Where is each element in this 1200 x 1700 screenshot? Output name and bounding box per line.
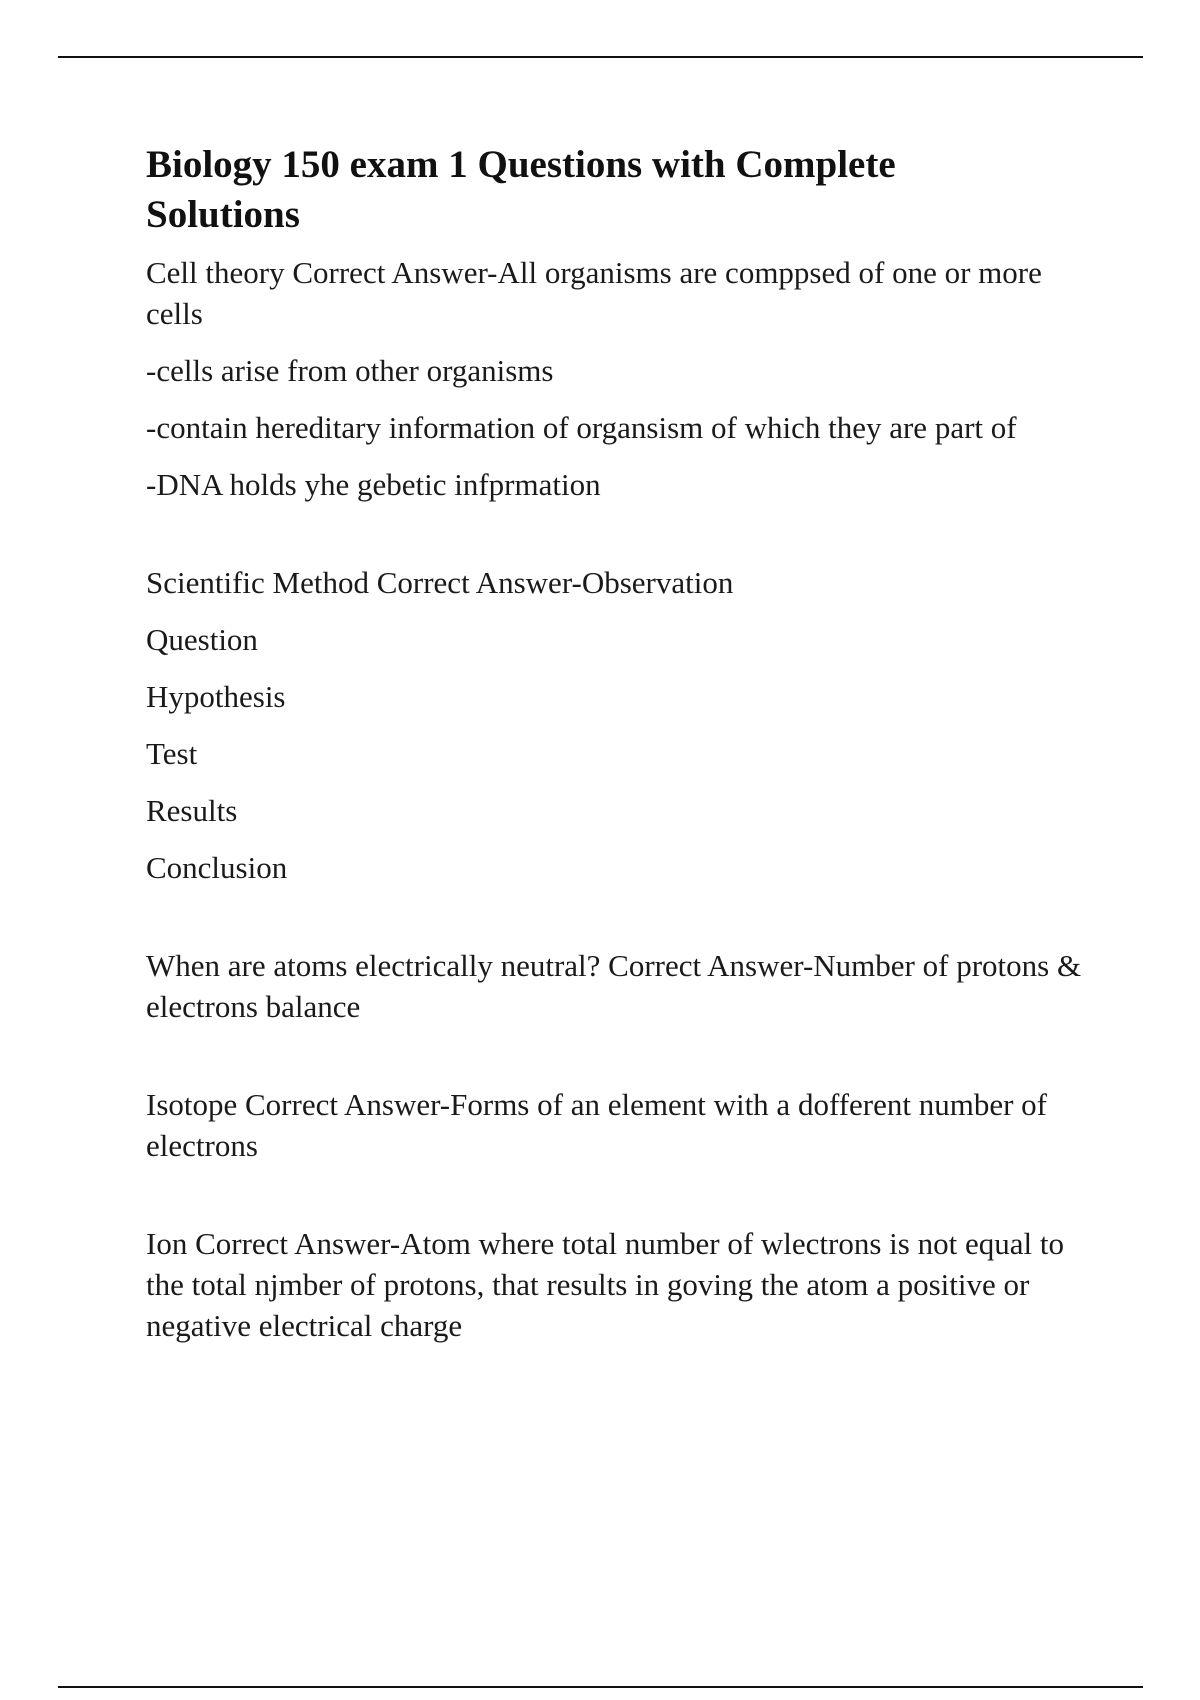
qa-block-neutral-atoms <box>146 945 1096 1027</box>
qa-block-scientific-method <box>146 562 1096 888</box>
answer-line: Scientific Method Correct Answer-Observation <box>146 565 734 600</box>
answer-line: Question <box>146 622 258 657</box>
bottom-rule <box>58 1686 1143 1688</box>
answer-line: Hypothesis <box>146 679 286 714</box>
qa-block-isotope <box>146 1084 1096 1166</box>
qa-block-ion <box>146 1223 1096 1346</box>
document-title: Biology 150 exam 1 Questions with Complete Solutions <box>146 143 896 236</box>
answer-line: -DNA holds yhe gebetic infprmation <box>146 467 601 502</box>
answer-line: -cells arise from other organisms <box>146 353 554 388</box>
answer-line: Results <box>146 793 238 828</box>
answer-line: Cell theory Correct Answer-All organisms are comppsed of one or more cells <box>146 255 1042 331</box>
answer-line: -contain hereditary information of organsism of which they are part of <box>146 410 1017 445</box>
answer-line: Ion Correct Answer-Atom where total number of wlectrons is not equal to the total njmber of protons, that results in goving the atom a positive or negative electrical charge <box>146 1226 1064 1343</box>
answer-line: Test <box>146 736 198 771</box>
document-body <box>146 140 1096 1346</box>
top-rule <box>58 56 1143 58</box>
answer-line: When are atoms electrically neutral? Correct Answer-Number of protons & electrons balance <box>146 948 1082 1024</box>
answer-line: Isotope Correct Answer-Forms of an element with a dofferent number of electrons <box>146 1087 1047 1163</box>
qa-block-cell-theory <box>146 252 1096 505</box>
answer-line: Conclusion <box>146 850 288 885</box>
